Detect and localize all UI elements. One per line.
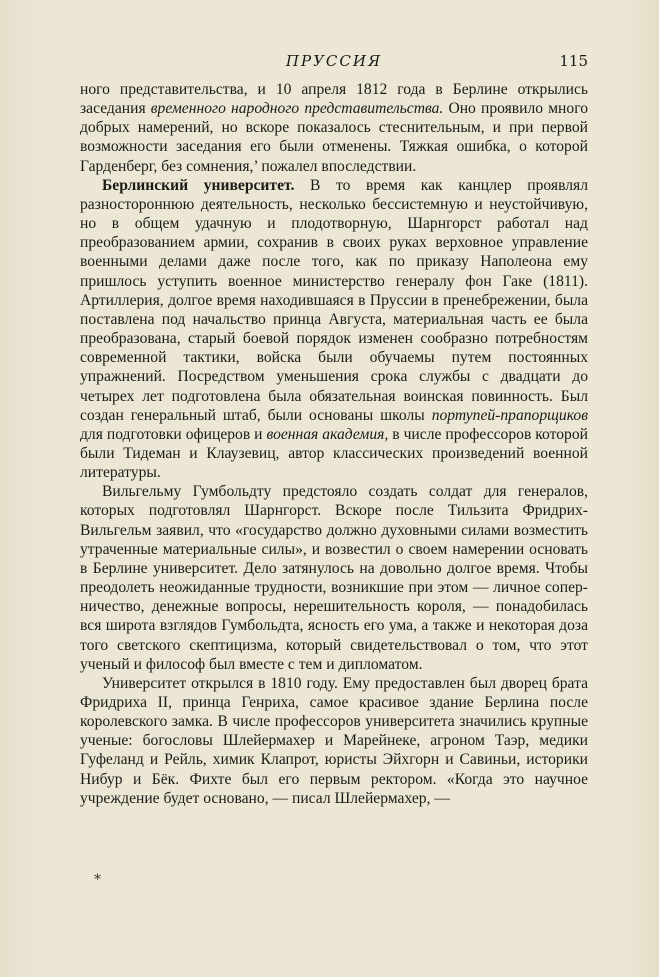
running-head: ПРУССИЯ: [285, 52, 383, 70]
italic-term: временного народного представительства.: [150, 100, 444, 118]
italic-term: портупей-прапорщиков: [431, 406, 588, 424]
paragraph-university-opening: Университет открылся в 1810 году. Ему предоставлен был дворец брата Фридриха II, принца Генриха, самое красивое здание Берлина после королевского замка. В числе профессоров университета значились крупные ученые: богословы Шлейермахер и Марейнеке, агроном Таэр, медики Гуфеланд и Рейль, химик Клапрот, юристы Эйхгорн и Савиньи, историки Нибур и Бёк. Фихте был его первым ректором. «Когда это научное учреждение будет основано, — писал Шлейермахер, —: [80, 674, 588, 807]
text-run: в числе профессоров которой были Тидеман и Клаузевиц, автор классических произведений военной литературы.: [80, 425, 588, 482]
page-number: 115: [559, 52, 588, 70]
text-run: В то время как канцлер проявлял разностороннюю деятельность, несколько бессистемную и неустойчивую, но в общем удачную и плодотворную, Шарнгорст работал над преобразованием армии, сохранив в своих руках верховное управление военными делами даже после того, как по приказу Наполеона ему пришлось уступить военное министерство генералу фон Гаке (1811). Артиллерия, долгое время находившаяся в Пруссии в пренебрежении, была поставлена под начальство принца Августа, материальная часть ее была преобразована, старый боевой порядок изменен сообразно потребностям современной тактики, войска были обучаемы путем постоянных упражнений. Посредством уменьшения срока службы с двадцати до четырех лет подготовлена была обязательная воинская повинность. Был создан генеральный штаб, были основаны школы: [80, 176, 588, 424]
text-run: Оно проявило много добрых намерений, но вскоре показалось стеснительным, и при первой возможности заседания его были отменены. Тяжкая ошибка, о которой Гарденберг, без сомнения,’ пожалел впоследствии.: [80, 100, 589, 175]
text-run: ного представительства, и 10 апреля 1812 года в Берлине открылись заседания: [80, 81, 588, 118]
paragraph-berlin-university: [80, 176, 588, 483]
section-run-in-heading: Берлинский университет.: [102, 176, 295, 194]
text-run: для подготовки офицеров и: [80, 425, 267, 443]
italic-term: военная академия,: [266, 425, 389, 443]
footnote-mark: *: [94, 872, 101, 888]
paragraph-humboldt: Вильгельму Гумбольдту предстояло создать солдат для генералов, которых подготовлял Шарнгорст. Вскоре после Тильзита Фридрих-Вильгельм заявил, что «государство должно духовными силами возместить утраченные материальные силы», и возвестил о своем намерении основать в Берлине университет. Дело затянулось на довольно долгое время. Чтобы преодолеть неожиданные трудности, возникшие при этом — личное соперничество, денежные вопросы, нерешительность короля, — понадобилась вся широта взглядов Гумбольдта, ясность его ума, а также и некоторая доза того светского скептицизма, который свидетельствовал о том, что этот ученый и философ был вместе с тем и дипломатом.: [80, 483, 588, 673]
paragraph-continuation: [80, 80, 588, 176]
page-header: [80, 52, 588, 76]
body-text: [80, 80, 588, 808]
